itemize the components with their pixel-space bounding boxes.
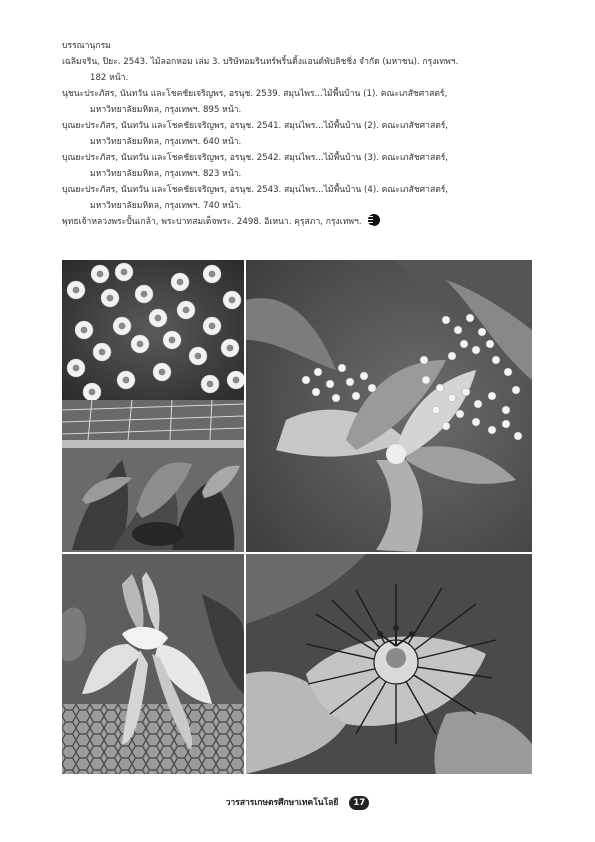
- section-end-icon: [368, 214, 380, 226]
- reference-entry: [62, 214, 532, 230]
- reference-entry: [62, 150, 532, 182]
- reference-line: [62, 214, 532, 230]
- reference-line: นุชนะประภัสร, นันทวัน และโชคชัยเจริญพร, อรนุช. 2539. สมุนไพร...ไม้พื้นบ้าน (1). คณะเภสัชศาสตร์,: [62, 89, 448, 99]
- reference-continuation: มหาวิทยาลัยมหิดล, กรุงเทพฯ. 823 หน้า.: [90, 169, 242, 179]
- references-heading: บรรณานุกรม: [62, 41, 111, 51]
- reference-line: บุณยะประภัสร, นันทวัน และโชคชัยเจริญพร, อรนุช. 2541. สมุนไพร...ไม้พื้นบ้าน (2). คณะเภสัชศาสตร์,: [62, 121, 449, 131]
- reference-line: บุณยะประภัสร, นันทวัน และโชคชัยเจริญพร, อรนุช. 2542. สมุนไพร...ไม้พื้นบ้าน (3). คณะเภสัชศาสตร์,: [62, 153, 449, 163]
- reference-line: บุณยะประภัสร, นันทวัน และโชคชัยเจริญพร, อรนุช. 2543. สมุนไพร...ไม้พื้นบ้าน (4). คณะเภสัชศาสตร์,: [62, 185, 449, 195]
- reference-continuation: มหาวิทยาลัยมหิดล, กรุงเทพฯ. 740 หน้า.: [90, 201, 242, 211]
- reference-text: พุทธเจ้าหลวงพระปั้นเกล้า, พระบาทสมเด็จพระ. 2498. อิเหนา. คุรุสภา, กรุงเทพฯ.: [62, 217, 362, 227]
- reference-entry: [62, 54, 532, 86]
- staghorn-fern-nursery-photo: [62, 400, 244, 552]
- reference-continuation: มหาวิทยาลัยมหิดล, กรุงเทพฯ. 895 หน้า.: [90, 105, 242, 115]
- page-number: 17: [349, 796, 369, 810]
- journal-title: วารสารเกษตรศึกษาเทคโนโลยี: [225, 798, 339, 808]
- reference-entry: [62, 86, 532, 118]
- passion-flower-photo: [246, 554, 532, 774]
- daisy-flowers-photo: [62, 260, 244, 400]
- photo-collage: [62, 260, 532, 774]
- reference-line: เฉลิมจริน, ปิยะ. 2543. ไม้ลอกหอม เล่ม 3. บริษัทอมรินทร์พริ้นติ้งแอนด์พับลิชชิ่ง จำกัด (มหาชน). กรุงเทพฯ.: [62, 57, 459, 67]
- white-flower-spray-photo: [246, 260, 532, 552]
- reference-continuation: มหาวิทยาลัยมหิดล, กรุงเทพฯ. 640 หน้า.: [90, 137, 242, 147]
- staghorn-fern-closeup-photo: [62, 554, 244, 774]
- page-footer: [0, 795, 595, 810]
- reference-entry: [62, 118, 532, 150]
- references-section: [62, 38, 532, 230]
- reference-entry: [62, 182, 532, 214]
- reference-continuation: 182 หน้า.: [90, 73, 129, 83]
